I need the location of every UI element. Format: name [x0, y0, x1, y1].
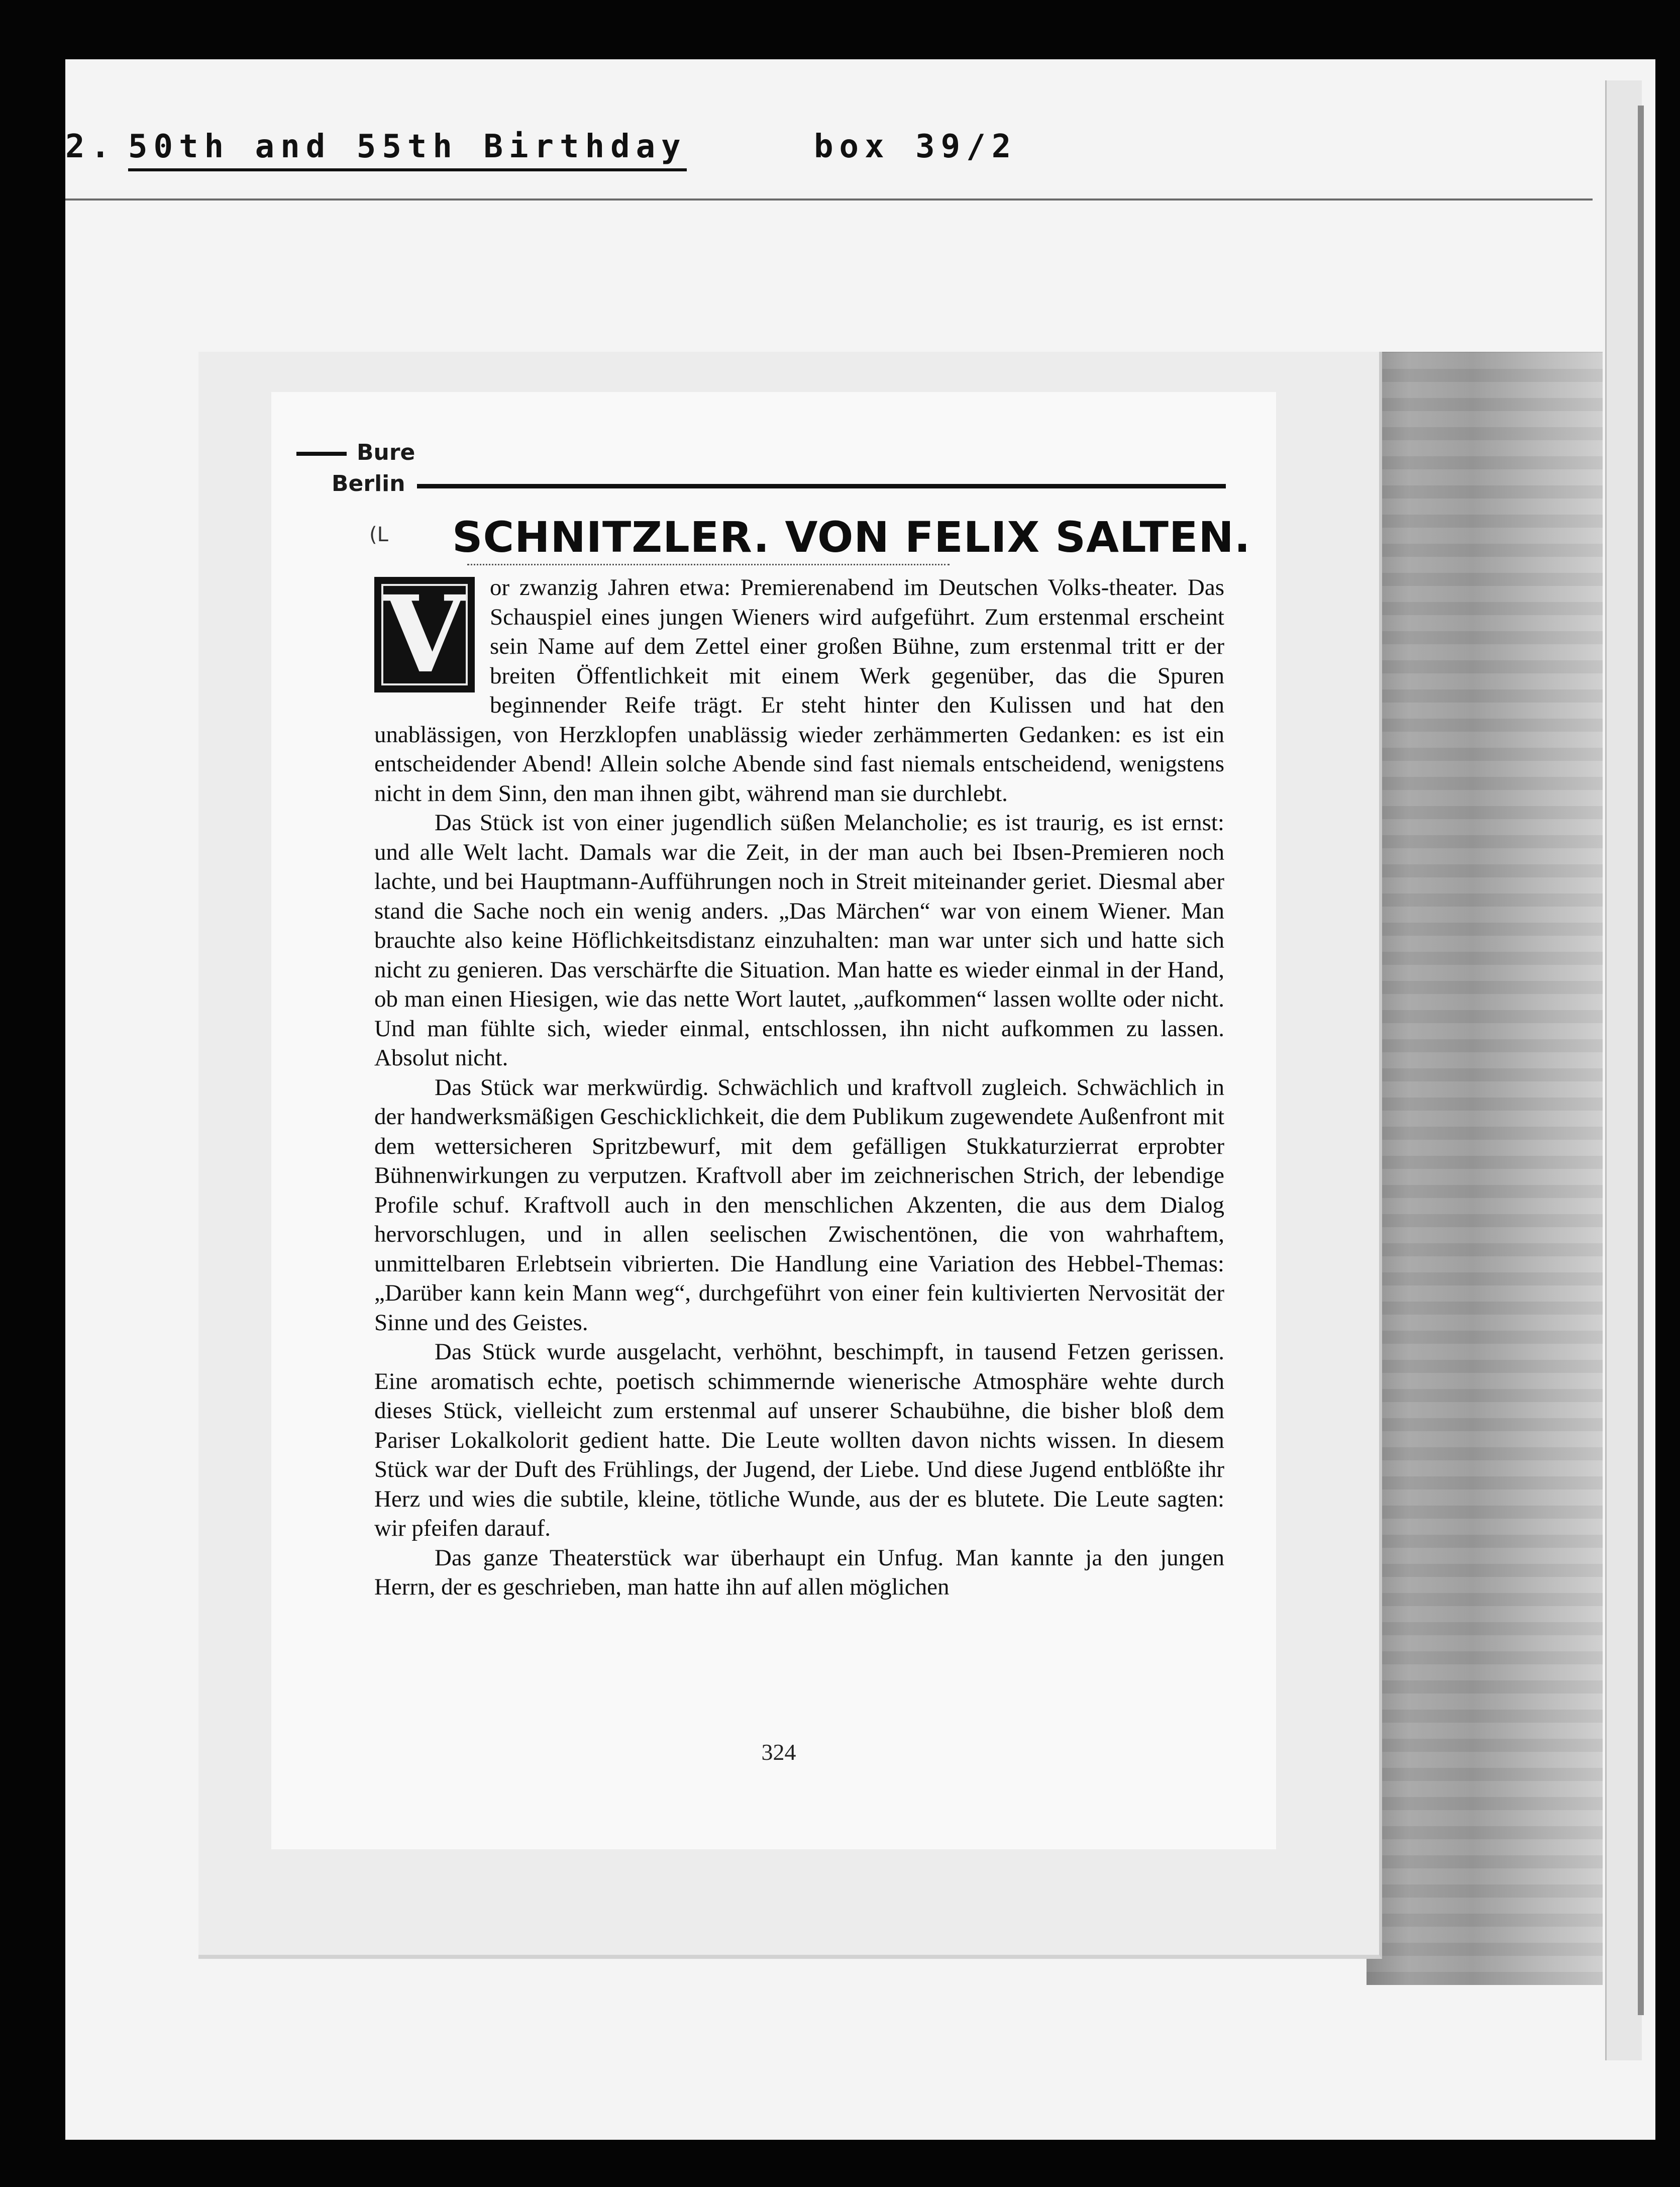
bureau-dash	[296, 452, 347, 456]
header-number: 2.	[65, 128, 117, 165]
page-number: 324	[761, 1739, 796, 1765]
paragraph-1	[374, 573, 1224, 808]
header-title: 50th and 55th Birthday	[128, 128, 687, 171]
card-edge	[1605, 80, 1642, 2060]
clipping-head-rule	[417, 484, 1226, 488]
margin-marks: (L	[369, 523, 388, 546]
title-underline	[467, 564, 950, 567]
card-edge-shadow	[1638, 106, 1644, 2015]
paragraph-3: Das Stück war merkwürdig. Schwächlich und kraftvoll zugleich. Schwächlich in der handwerksmäßigen Geschicklichkeit, die dem Publikum zugewendete Außenfront mit dem wettersicheren Spritzbewurf, mit dem gefälligen Stukkaturzierrat erprobter Bühnenwirkungen zu verputzen. Kraftvoll aber im zeichnerischen Strich, der lebendige Profile schuf. Kraftvoll auch in den menschlichen Akzenten, die aus dem Dialog hervorschlugen, und in allen seelischen Zwischentönen, die von wahrhaftem, unmittelbaren Erlebtsein vibrierten. Die Handlung eine Variation des Hebbel-Themas: „Darüber kann kein Mann weg“, durchgeführt von einer fein kultivierten Nervosität der Sinne und des Geistes.	[374, 1074, 1224, 1336]
drop-cap: V	[374, 577, 475, 692]
paragraph-5: Das ganze Theaterstück war überhaupt ein Unfug. Man kannte ja den jungen Herrn, der es geschrieben, man hatte ihn auf allen möglichen	[374, 1544, 1224, 1600]
article-body	[374, 573, 1224, 1602]
bureau-line-1: Bure	[357, 440, 415, 465]
header-rule	[65, 198, 1593, 201]
paragraph-1-text: or zwanzig Jahren etwa: Premierenabend im Deutschen Volks-theater. Das Schauspiel eines jungen Wieners wird aufgeführt. Zum erstenmal erscheint sein Name auf dem Zettel einer großen Bühne, zum erstenmal tritt er der breiten Öffentlichkeit mit einem Werk gegenüber, das die Spuren beginnender Reife trägt. Er steht hinter den Kulissen und hat den unablässigen, von Herzklopfen unablässig wieder zerhämmerten Gedanken: es ist ein entscheidender Abend! Allein solche Abende sind fast niemals entscheidend, wenigstens nicht in dem Sinn, den man ihnen gibt, während man sie durchlebt.	[374, 574, 1224, 807]
paragraph-2: Das Stück ist von einer jugendlich süßen Melancholie; es ist traurig, es ist ernst: und alle Welt lacht. Damals war die Zeit, in der man auch bei Ibsen-Premieren noch lachte, und bei Hauptmann-Aufführungen noch in Streit miteinander geriet. Diesmal aber stand die Sache noch ein wenig anders. „Das Märchen“ war von einem Wiener. Man brauchte also keine Höflichkeitsdistanz einzuhalten: man war unter sich und hatte sich nicht zu genieren. Das verschärfte die Situation. Man hatte es wieder einmal in der Hand, ob man einen Hiesigen, wie das nette Wort lautet, „aufkommen“ lassen wollte oder nicht. Und man fühlte sich, wieder einmal, entschlossen, ihn nicht aufkommen zu lassen. Absolut nicht.	[374, 810, 1224, 1071]
underlying-sheet	[1367, 352, 1603, 1985]
header-box-label: box 39/2	[814, 128, 1017, 165]
archive-header	[65, 123, 1120, 183]
bureau-line-2: Berlin	[332, 471, 405, 496]
paragraph-4: Das Stück wurde ausgelacht, verhöhnt, beschimpft, in tausend Fetzen gerissen. Eine aromatisch echte, poetisch schimmernde wienerische Atmosphäre wehte durch dieses Stück, vielleicht zum erstenmal auf unserer Schaubühne, die bisher bloß dem Pariser Lokalkolorit gedient hatte. Die Leute wollten davon nichts wissen. In diesem Stück war der Duft des Frühlings, der Jugend, der Liebe. Und diese Jugend entblößte ihr Herz und wies die subtile, kleine, tötliche Wunde, aus der es blutete. Die Leute sagten: wir pfeifen darauf.	[374, 1339, 1224, 1541]
article-title: SCHNITZLER. VON FELIX SALTEN.	[452, 513, 1251, 562]
press-bureau-stamp	[296, 437, 415, 500]
